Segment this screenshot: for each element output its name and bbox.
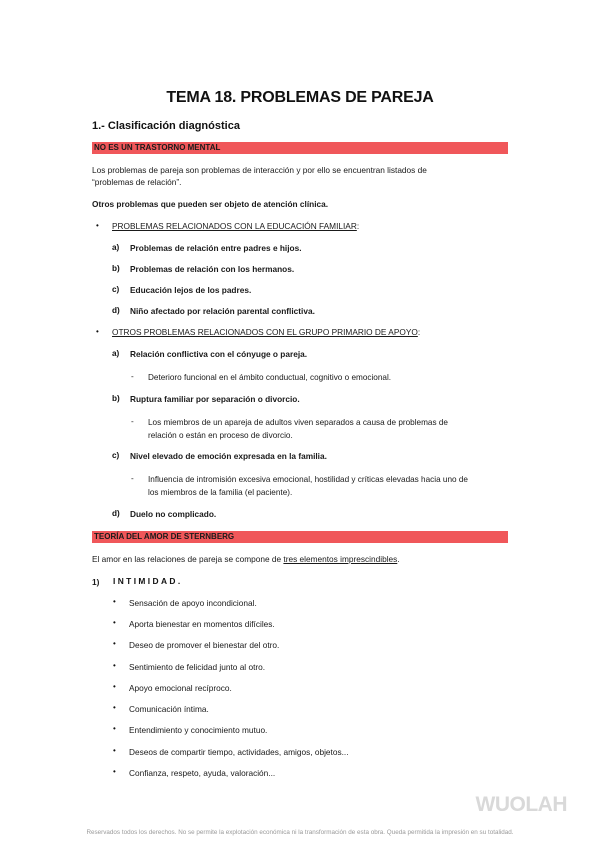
sub-item-line-1: Influencia de intromisión excesiva emocional, hostilidad y críticas elevadas hacia uno de — [148, 475, 468, 484]
page-title: TEMA 18. PROBLEMAS DE PAREJA — [166, 89, 434, 106]
intimidad-item: Deseo de promover el bienestar del otro. — [129, 640, 280, 650]
intimidad-item: Apoyo emocional recíproco. — [129, 683, 232, 693]
sub-item: Deterioro funcional en el ámbito conductual, cognitivo o emocional. — [148, 373, 392, 382]
list-item: Duelo no complicado. — [130, 509, 217, 519]
bullet-icon: • — [113, 618, 116, 627]
footer-notice: Reservados todos los derechos. No se permite la explotación económica ni la transformación de esta obra. Queda permitida la impresión en su totalidad. — [86, 829, 514, 836]
intimidad-item: Comunicación íntima. — [129, 704, 209, 714]
bullet-icon: • — [113, 639, 116, 648]
list-letter: a) — [112, 349, 120, 358]
intimidad-item: Sentimiento de felicidad junto al otro. — [129, 662, 266, 672]
list-letter: b) — [112, 394, 120, 403]
bullet-icon: • — [96, 221, 99, 230]
list-letter: a) — [112, 243, 120, 252]
group-title-grupo-primario: OTROS PROBLEMAS RELACIONADOS CON EL GRUPO PRIMARIO DE APOYO: — [112, 327, 421, 337]
intimidad-heading: INTIMIDAD. — [113, 576, 183, 586]
intimidad-item: Sensación de apoyo incondicional. — [129, 598, 257, 608]
bullet-icon: • — [113, 724, 116, 733]
wuolah-logo: WUOLAH — [475, 793, 567, 816]
bullet-icon: • — [113, 661, 116, 670]
intimidad-item: Deseos de compartir tiempo, actividades, amigos, objetos... — [129, 747, 349, 757]
intro-paragraph-line-2: “problemas de relación”. — [92, 177, 182, 187]
bold-statement: Otros problemas que pueden ser objeto de atención clínica. — [92, 199, 329, 209]
bullet-icon: • — [113, 703, 116, 712]
intimidad-item: Confianza, respeto, ayuda, valoración... — [129, 768, 276, 778]
intimidad-item: Aporta bienestar en momentos difíciles. — [129, 619, 275, 629]
list-letter: c) — [112, 285, 120, 294]
sternberg-intro: El amor en las relaciones de pareja se compone de tres elementos imprescindibles. — [92, 554, 400, 564]
list-item: Ruptura familiar por separación o divorcio. — [130, 394, 300, 404]
bullet-icon: • — [113, 597, 116, 606]
section-number: 1) — [92, 577, 100, 587]
list-letter: b) — [112, 264, 120, 273]
intro-paragraph-line-1: Los problemas de pareja son problemas de interacción y por ello se encuentran listados de — [92, 165, 427, 175]
sub-item-line-2: los miembros de la familia (el paciente). — [148, 488, 293, 497]
section-heading-clasificacion: 1.- Clasificación diagnóstica — [92, 120, 240, 132]
band-label: TEORÍA DEL AMOR DE STERNBERG — [94, 532, 235, 541]
dash-icon: - — [131, 474, 134, 483]
list-item: Problemas de relación con los hermanos. — [130, 264, 295, 274]
intimidad-item: Entendimiento y conocimiento mutuo. — [129, 725, 268, 735]
list-letter: c) — [112, 451, 120, 460]
highlight-band-sternberg — [92, 531, 508, 543]
group-title-educacion: PROBLEMAS RELACIONADOS CON LA EDUCACIÓN FAMILIAR: — [112, 221, 360, 231]
list-item: Problemas de relación entre padres e hijos. — [130, 243, 302, 253]
bullet-icon: • — [113, 682, 116, 691]
list-item: Nivel elevado de emoción expresada en la familia. — [130, 451, 327, 461]
band-label: NO ES UN TRASTORNO MENTAL — [94, 143, 221, 152]
bullet-icon: • — [113, 746, 116, 755]
bullet-icon: • — [113, 767, 116, 776]
list-letter: d) — [112, 306, 120, 315]
list-letter: d) — [112, 509, 120, 518]
list-item: Relación conflictiva con el cónyuge o pareja. — [130, 349, 308, 359]
highlight-band-no-trastorno — [92, 142, 508, 154]
sub-item-line-1: Los miembros de un apareja de adultos viven separados a causa de problemas de — [148, 418, 448, 427]
sub-item-line-2: relación o están en proceso de divorcio. — [148, 431, 293, 440]
list-item: Educación lejos de los padres. — [130, 285, 252, 295]
list-item: Niño afectado por relación parental conflictiva. — [130, 306, 315, 316]
dash-icon: - — [131, 372, 134, 381]
bullet-icon: • — [96, 327, 99, 336]
dash-icon: - — [131, 417, 134, 426]
